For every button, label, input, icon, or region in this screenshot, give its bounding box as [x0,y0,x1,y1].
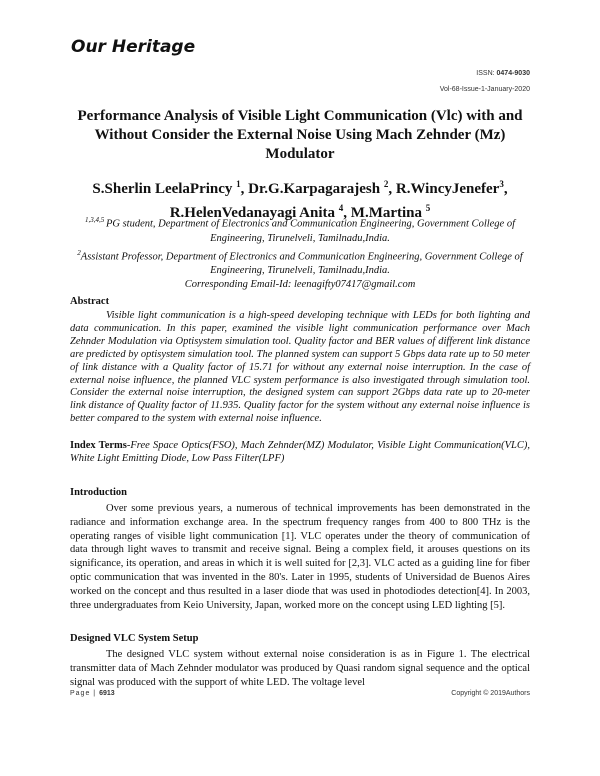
affiliation-sup: 1,3,4,5 [84,216,106,224]
introduction-heading: Introduction [70,487,127,498]
author-sup: 5 [425,203,431,213]
author-sup: 4 [338,203,344,213]
issn-label: ISSN: [476,70,497,77]
index-terms [70,440,530,466]
issn [476,70,530,77]
affiliations [70,213,530,292]
index-terms-label: Index Terms [70,440,127,451]
setup-heading: Designed VLC System Setup [70,633,199,644]
volume-info: Vol-68-Issue-1-January-2020 [439,86,530,93]
author-sup: 3 [499,179,504,189]
author-sep: , [343,205,351,221]
copyright: Copyright © 2019Authors [451,690,530,697]
author-sep: , [240,181,249,197]
affiliation-2: $^2$Assistant Professor, Department of Electronics and Communication Engineering, Government College of Engineering, Tirunelveli, Tamilnadu,India. [77,248,523,276]
page-number-value: 6913 [99,690,115,697]
introduction-text: Over some previous years, a numerous of technical improvements has been demonstrated in the radiance and information exchange area. In the spectrum frequency ranges from 400 to 800 THz is the operating ranges of visible light communication [1]. VLC operates under the theory of communication of data through light waves to transmit and receive signal. Being a complex field, it arouses questions on its significance, its operation, and areas in which it is well suited for [2,3]. VLC acted as a guiding line for fiber optic communication that was invented in the 80's. Later in 1995, students of Universidad de Buenos Aires worked on the concept and thus resulted in a laser diode that was used in photodiodes detection[4]. In 2003, three undergraduates from Keio University, Japan, worked more on the concept using LED lighting [5]. [70,503,530,611]
page-label: Page | [70,690,100,697]
setup-text: The designed VLC system without external noise consideration is as in Figure 1. The electrical transmitter data of Mach Zehnder modulator was produced by Quasi random signal sequence and the optical signal was produced with the support of white LED. The voltage level [70,649,530,688]
paper-title: Performance Analysis of Visible Light Communication (Vlc) with and Without Consider the External Noise Using Mach Zehnder (Mz) Modulator [77,108,523,162]
author-name: R.WincyJenefer [395,181,500,197]
author-name: S.Sherlin LeelaPrincy [92,181,237,197]
author-name: R.HelenVedanayagi Anita [169,205,339,221]
corresponding-email: Corresponding Email-Id: leenagifty07417@gmail.com [184,279,416,290]
author-name: M.Martina [350,205,426,221]
author-name: Dr.G.Karpagarajesh [248,181,384,197]
author-sup: 1 [236,179,241,189]
journal-name: Our Heritage [71,37,196,57]
issn-value: 0474-9030 [496,70,530,77]
index-terms-text: -Free Space Optics(FSO), Mach Zehnder(MZ) Modulator, Visible Light Communication(VLC), White Light Emitting Diode, Low Pass Filter(LPF) [70,440,530,464]
author-sep: , [503,181,508,197]
author-sup: 2 [383,179,389,189]
author-sep: , [388,181,396,197]
affiliation-sup: 2 [77,248,81,257]
abstract-heading: Abstract [70,296,110,307]
abstract-text: Visible light communication is a high-speed developing technique with LEDs for both lighting and data communication. In this paper, examined the visible light communication performance over Mach Zehnder Modulation via Optisystem simulation tool. Quality factor and BER values of different link distance are predicted by optisystem simulation tool. The planned system can support 5 Gbps data rate up to 50 meter of link distance with a Quality factor of 15.71 for without any external noise interruption. In the case of external noise influence, the planned VLC system performance is also investigated through simulation tool. Consider the external noise interruption, the designed system can support 2Gbps data rate up to 20-meter link distance of Quality factor of 11.935. Quality factor for the system without any external noise influence is better compared to the system with external noise influence. [70,310,530,425]
page-number [70,690,115,697]
affiliation-1: $^{1,3,4,5}$ PG student, Department of Electronics and Communication Engineering, Government College of Engineering, Tirunelveli, Tamilnadu,India. [84,216,516,244]
